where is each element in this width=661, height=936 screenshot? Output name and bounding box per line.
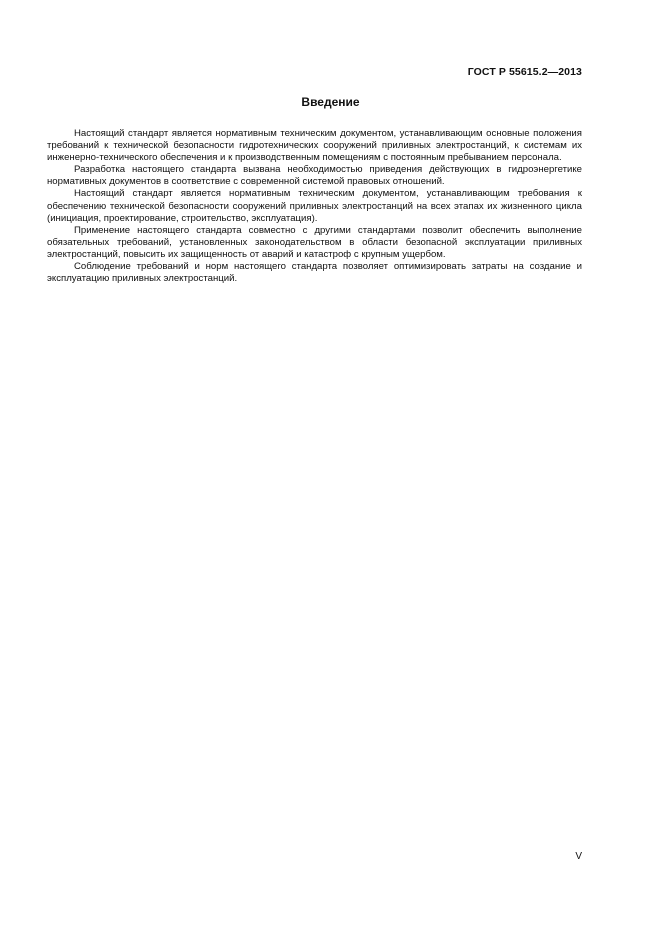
introduction-body xyxy=(47,128,582,285)
paragraph-4: Применение настоящего стандарта совместно с другими стандартами позволит обеспечить выполнение обязательных требований, установленных законодательством в области безопасной эксплуатации приливных электростанций, повысить их защищенность от аварий и катастроф с крупным ущербом. xyxy=(47,224,582,260)
document-code: ГОСТ Р 55615.2—2013 xyxy=(467,66,582,78)
page-number: V xyxy=(575,851,582,862)
section-title: Введение xyxy=(301,95,360,109)
paragraph-3: Настоящий стандарт является нормативным техническим документом, устанавливающим требования к обеспечению технической безопасности сооружений приливных электростанций на всех этапах их жизненного цикла (инициация, проектирование, строительство, эксплуатация). xyxy=(47,188,582,224)
paragraph-1: Настоящий стандарт является нормативным техническим документом, устанавливающим основные положения требований к технической безопасности гидротехнических сооружений приливных электростанций, к системам их инженерно-технического обеспечения и к производственным помещениям с постоянным пребыванием персонала. xyxy=(47,128,582,164)
paragraph-2: Разработка настоящего стандарта вызвана необходимостью приведения действующих в гидроэнергетике нормативных документов в соответствие с современной системой правовых отношений. xyxy=(47,164,582,188)
paragraph-5: Соблюдение требований и норм настоящего стандарта позволяет оптимизировать затраты на создание и эксплуатацию приливных электростанций. xyxy=(47,261,582,285)
